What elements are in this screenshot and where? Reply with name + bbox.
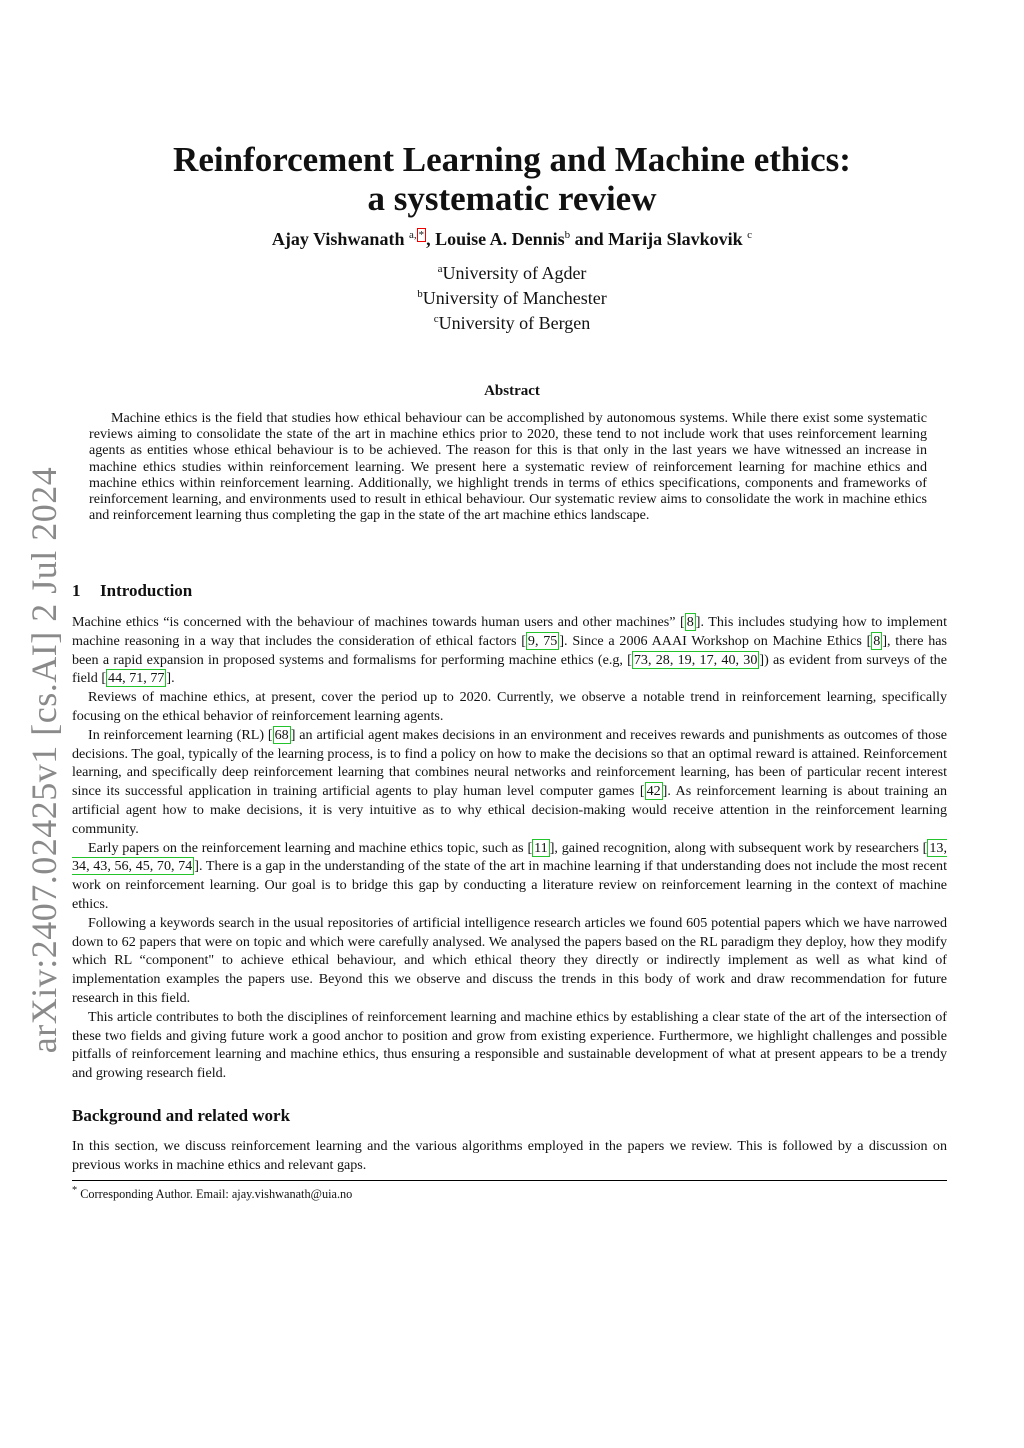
citation-link[interactable]: 9, 75 (527, 632, 558, 649)
abstract-heading: Abstract (484, 383, 540, 399)
section-heading-background: Background and related work (72, 1106, 291, 1125)
paragraph: Machine ethics “is concerned with the behaviour of machines towards human users and other machines” [ 8 ]. This includes studying how to implement machine reasoning in a way that includes the consideration of ethical factors [ 9, 75 ]. Since a 2006 AAAI Workshop on Machine Ethics [ 8 ], there has been a rapid expansion in proposed systems and formalisms for performing machine ethics (e.g, [ 73, 28, 19, 17, 40, 30 ]) as evident from surveys of the field [ 44, 71, 77 ]. (72, 614, 948, 687)
introduction-body (72, 613, 947, 1083)
paragraph: Reviews of machine ethics, at present, cover the period up to 2020. Currently, we observe a notable trend in reinforcement learning, specifically focusing on the ethical behavior of reinforcement learning agents. (72, 689, 947, 724)
citation-link[interactable]: 8 (873, 632, 881, 649)
affiliation-b: $^b$University of Manchester (417, 288, 607, 308)
author-list (0, 228, 1024, 250)
author-3: and Marija Slavkovik (570, 229, 748, 249)
footnote-divider (72, 1180, 947, 1181)
section-number: 1 (72, 581, 81, 600)
citation-link[interactable]: 11 (534, 839, 548, 856)
paragraph: Following a keywords search in the usual repositories of artificial intelligence research articles we found 605 potential papers which we have narrowed down to 62 papers that were on topic and which were carefully analysed. We analysed the papers based on the RL paradigm they deploy, how they modify which RL “component" to achieve ethical behaviour, and which ethical theory they directly or indirectly implement as well as what kind of implementation examples the papers use. Beyond this we observe and discuss the trends in this body of work and draw recommendation for future research in this field. (72, 914, 947, 1006)
paragraph: This article contributes to both the disciplines of reinforcement learning and machine ethics by establishing a clear state of the art of the intersection of these two fields and giving future work a good anchor to position and grow from existing experience. Furthermore, we highlight challenges and possible pitfalls of reinforcement learning and machine ethics, thus ensuring a responsible and sustainable development of what at present appears to be a trendy and growing research field. (72, 1008, 947, 1082)
footnote (72, 1185, 947, 1202)
paragraph: In reinforcement learning (RL) [ 68 ] an artificial agent makes decisions in an environment and receives rewards and punishments as outcomes of those decisions. The goal, typically of the learning process, is to find a policy on how to make the decisions so that an optimal reward is attained. Reinforcement learning, and specifically deep reinforcement learning that combines neural networks and reinforcement learning, has been of particular recent interest since its successful application in training artificial agents to play human level computer games [ 42 ]. As reinforcement learning is about training an artificial agent how to make decisions, it is very intuitive as to why ethical decision-making would receive attention in the reinforcement learning community. (72, 726, 947, 837)
citation-link[interactable]: 44, 71, 77 (108, 670, 165, 687)
citation-link[interactable]: 13, 34, 43, 56, 45, 70, 74 (72, 839, 947, 875)
affiliations (0, 259, 1024, 334)
footnote-text: Corresponding Author. Email: ajay.vishwanath@uia.no (77, 1187, 353, 1202)
citation-link[interactable]: 73, 28, 19, 17, 40, 30 (633, 651, 758, 668)
author-2: , Louise A. Dennis (426, 229, 565, 249)
author-1-affiliation: a, * (408, 229, 425, 241)
citation-link[interactable]: 8 (686, 614, 694, 630)
author-2-affiliation: b (564, 229, 571, 241)
affiliation-c: $^c$University of Bergen (433, 313, 591, 333)
author-3-affiliation: c (747, 229, 753, 241)
section-heading-introduction (72, 581, 948, 601)
section-title: Introduction (100, 581, 193, 600)
title-line-2: a systematic review (367, 179, 657, 218)
paragraph: Early papers on the reinforcement learning and machine ethics topic, such as [ 11 ], gained recognition, along with subsequent work by researchers [ 13, 34, 43, 56, 45, 70, 74 ]. There is a gap in the understanding of the state of the art in machine learning if that understanding does not include the most recent work on reinforcement learning. Our goal is to bridge this gap by conducting a literature review on reinforcement learning in the context of machine ethics. (72, 839, 947, 912)
title-line-1: Reinforcement Learning and Machine ethics: (173, 140, 851, 179)
citation-link[interactable]: 42 (646, 783, 661, 800)
author-1: Ajay Vishwanath (271, 229, 405, 249)
affiliation-a: $^a$University of Agder (437, 263, 587, 283)
citation-link[interactable]: 68 (274, 726, 289, 743)
paper-title (0, 140, 1024, 218)
footnote-marker: * (72, 1185, 78, 1196)
corresponding-author-footnote-link[interactable]: * (418, 229, 425, 241)
background-text: In this section, we discuss reinforcement learning and the various algorithms employed in the papers we review. This is followed by a discussion on previous works in machine ethics and relevant gaps. (72, 1138, 947, 1173)
abstract-text: Machine ethics is the field that studies how ethical behaviour can be accomplished by autonomous systems. While there exist some systematic reviews aiming to consolidate the state of the art in machine ethics prior to 2020, these tend to not include work that uses reinforcement learning agents as entities whose ethical behaviour is to be achieved. The reason for this is that only in the last years we have witnessed an increase in machine ethics studies within reinforcement learning. We present here a systematic review of reinforcement learning for machine ethics and machine ethics within reinforcement learning. Additionally, we highlight trends in terms of ethics specifications, components and frameworks of reinforcement learning, and environments used to result in ethical behaviour. Our systematic review aims to consolidate the work in machine ethics and reinforcement learning thus completing the gap in the state of the art machine ethics landscape. (89, 410, 927, 524)
arxiv-identifier-stamp: arXiv:2407.02425v1 [cs.AI] 2 Jul 2024 (24, 466, 64, 1054)
